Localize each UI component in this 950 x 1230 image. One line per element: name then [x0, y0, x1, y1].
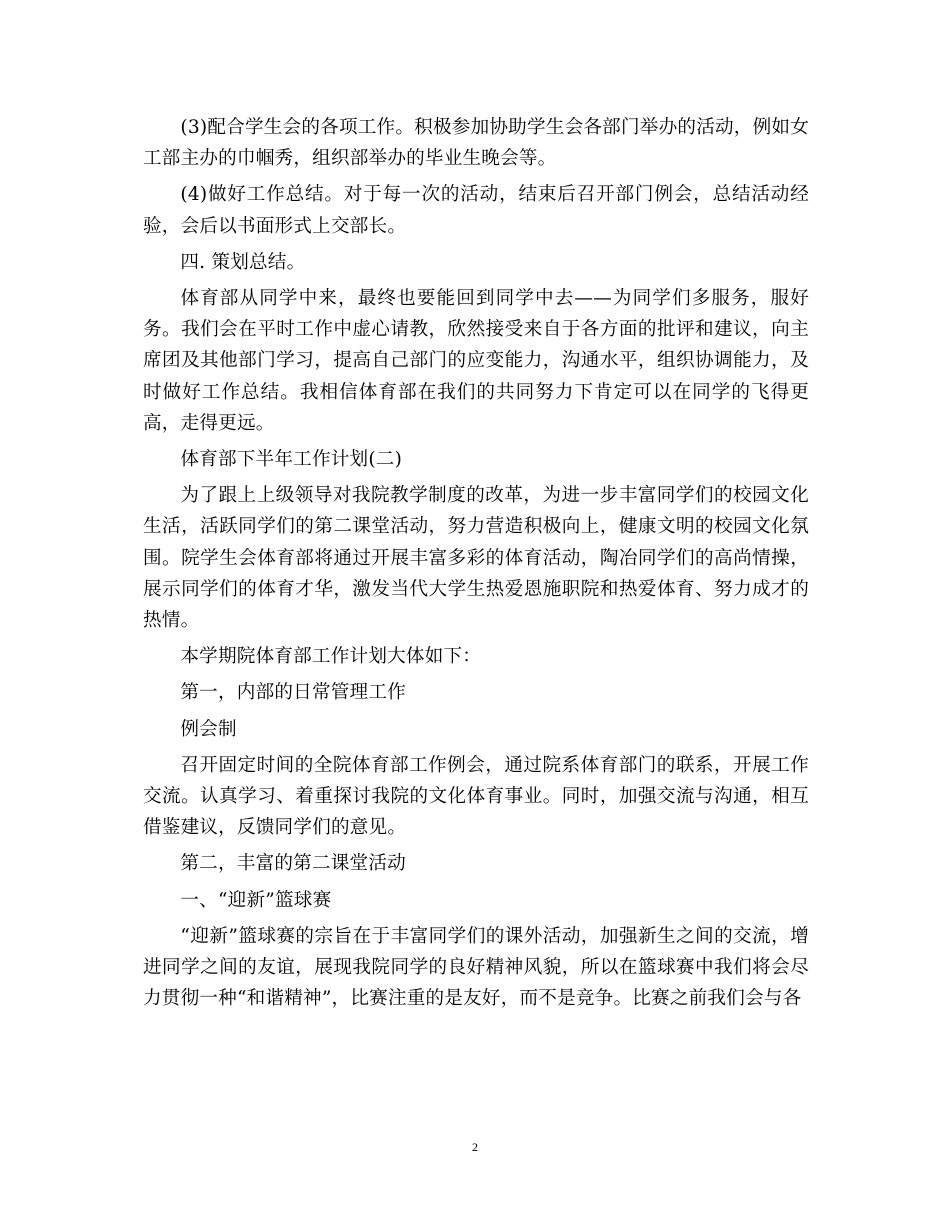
- paragraph-summary: 体育部从同学中来，最终也要能回到同学中去——为同学们多服务，服好务。我们会在平时工作中虚心请教，欣然接受来自于各方面的批评和建议，向主席团及其他部门学习，提高自己部门的应变能力，沟通水平，组织协调能力，及时做好工作总结。我相信体育部在我们的共同努力下肯定可以在同学的飞得更高，走得更远。: [143, 288, 809, 434]
- section-heading-internal-management: 第一，内部的日常管理工作: [180, 682, 406, 704]
- subheading-meeting-system: 例会制: [180, 718, 237, 740]
- paragraph-basketball-game: “迎新”篮球赛的宗旨在于丰富同学们的课外活动，加强新生之间的交流，增进同学之间的友谊，展现我院同学的良好精神风貌，所以在篮球赛中我们将会尽力贯彻一种“和谐精神”，比赛注重的是友好，而不是竞争。比赛之前我们会与各: [143, 925, 809, 1010]
- subheading-basketball-game: 一、“迎新”篮球赛: [180, 889, 332, 911]
- paragraph-plan-overview: 本学期院体育部工作计划大体如下：: [180, 646, 482, 668]
- page-body: [143, 112, 809, 1019]
- section-heading-plan-summary: 四. 策划总结。: [180, 251, 306, 273]
- section-heading-second-classroom: 第二，丰富的第二课堂活动: [180, 853, 406, 875]
- paragraph-item-4: (4)做好工作总结。对于每一次的活动，结束后召开部门例会，总结活动经验，会后以书面形式上交部长。: [143, 184, 809, 237]
- document-subtitle: 体育部下半年工作计划(二): [180, 449, 403, 471]
- paragraph-intro: 为了跟上上级领导对我院教学制度的改革，为进一步丰富同学们的校园文化生活，活跃同学们的第二课堂活动，努力营造积极向上，健康文明的校园文化氛围。院学生会体育部将通过开展丰富多彩的体育活动，陶冶同学们的高尚情操，展示同学们的体育才华，激发当代大学生热爱恩施职院和热爱体育、努力成才的热情。: [143, 485, 809, 632]
- paragraph-meeting-system: 召开固定时间的全院体育部工作例会，通过院系体育部门的联系，开展工作交流。认真学习、着重探讨我院的文化体育事业。同时，加强交流与沟通，相互借鉴建议，反馈同学们的意见。: [143, 754, 809, 839]
- page-number: 2: [472, 1140, 478, 1154]
- paragraph-item-3: (3)配合学生会的各项工作。积极参加协助学生会各部门举办的活动，例如女工部主办的巾帼秀，组织部举办的毕业生晚会等。: [143, 117, 809, 170]
